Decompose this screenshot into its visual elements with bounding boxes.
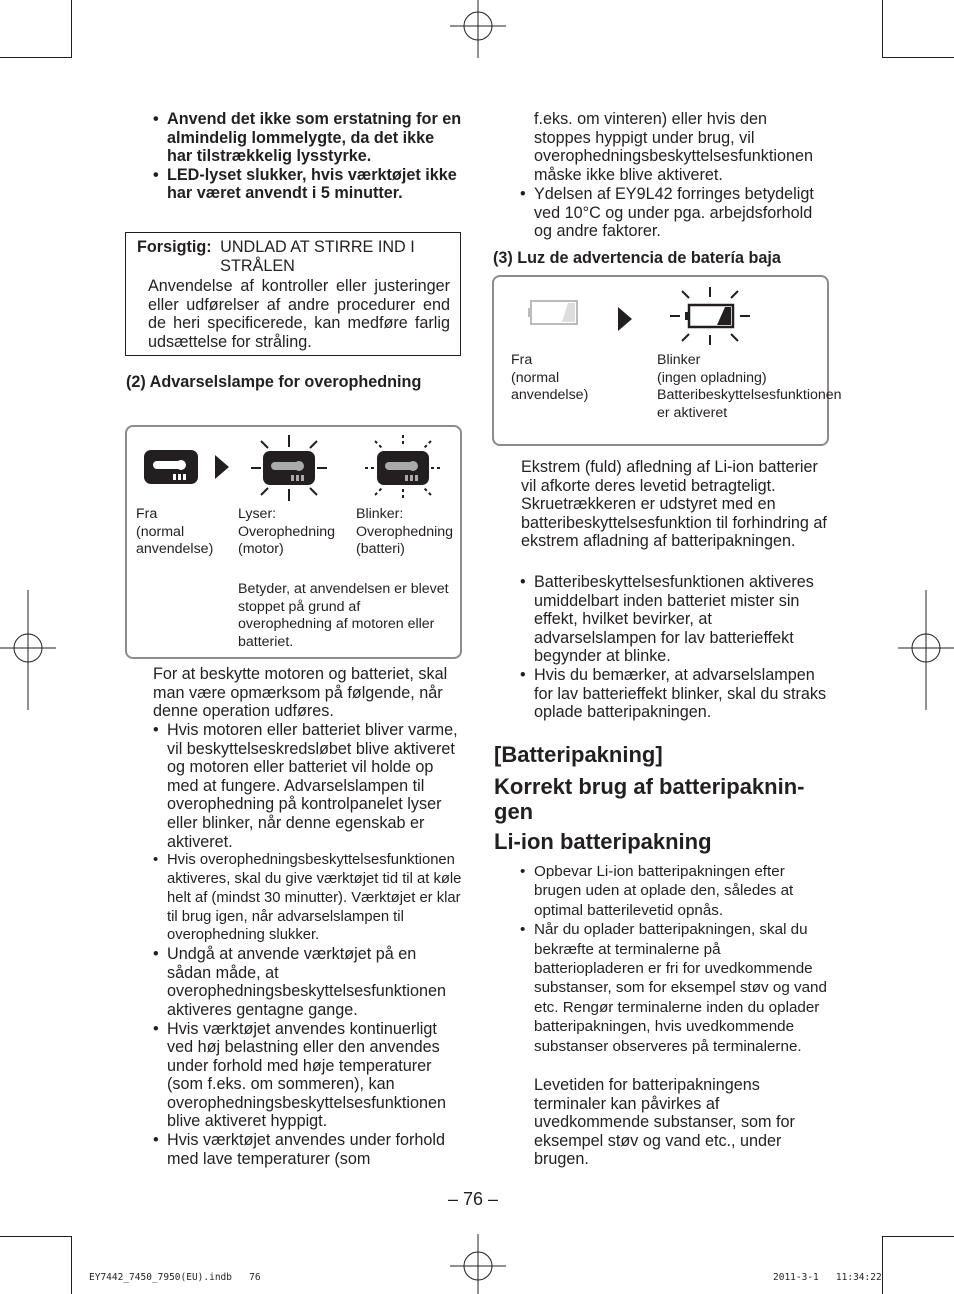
lamp-lit-icon <box>249 433 329 503</box>
list-item: • Hvis værktøjet anvendes kontinuerligt ved høj belastning eller den anvendes under forhold med høje temperaturer (som f.eks. om sommeren), kan overophedningsbeskyttelsesfunktionen blive aktiveret hyppigt. <box>153 1020 463 1132</box>
registration-mark-right <box>894 590 954 710</box>
crop-mark <box>0 1236 72 1237</box>
caution-label: Forsigtig: <box>137 238 212 256</box>
list-item: • Batteribeskyttelsesfunktionen aktiveres umiddelbart inden batteriet mister sin effekt, hvilket bevirker, at advarselslampen for lav batterieffekt begynder at blinke. <box>520 573 828 666</box>
section2-intro: For at beskytte motoren og batteriet, skal man være opmærksom på følgende, når denne operation udføres. <box>153 665 448 721</box>
heading-li-ion: Li-ion batteripakning <box>494 829 712 854</box>
section3-heading: (3) Luz de advertencia de batería baja <box>493 249 781 267</box>
caution-title: UNDLAD AT STIRRE IND I STRÅLEN <box>220 238 415 275</box>
heading-battery-pack: [Batteripakning] <box>494 742 663 767</box>
lamp-blink-icon <box>363 433 443 503</box>
heading-correct-use-2: gen <box>494 799 534 824</box>
list-item: • Anvend det ikke som erstatning for en almindelig lommelygte, da det ikke har tilstrækkelig lysstyrke. <box>153 110 463 166</box>
footer-date: 2011-3-1 11:34:22 <box>773 1272 882 1283</box>
state-meaning: Betyder, at anvendelsen er blevet stoppet på grund af overophedning af motoren eller batteriet. <box>238 581 449 650</box>
performance-bullet <box>520 185 826 241</box>
state-blink-label: Blinker: Overophedning (batteri) <box>356 506 454 558</box>
battery-blink-label: Blinker (ingen opladning) Batteribeskyttelsesfunktionen er aktiveret <box>657 352 842 421</box>
caution-body: Anvendelse af kontroller eller justeringer eller udførelser af andre procedurer end de heri specificerede, kan medføre farlig udsættelse for stråling. <box>148 277 450 351</box>
battery-off-label: Fra (normal anvendelse) <box>511 352 589 404</box>
list-item: • LED-lyset slukker, hvis værktøjet ikke har været anvendt i 5 minutter. <box>153 166 463 203</box>
battery-extra-text: Levetiden for batteripakningens terminaler kan påvirkes af uvedkommende substanser, som for eksempel støv og vand etc., under brugen. <box>534 1076 795 1169</box>
list-item: • Hvis overophedningsbeskyttelsesfunktionen aktiveres, skal du give værktøjet tid til at køle helt af (mindst 30 minutter). Værktøjet er klar til brug igen, når advarselslampen til overophedning slukker. <box>153 851 463 945</box>
list-item: • Opbevar Li-ion batteripakningen efter brugen uden at oplade den, således at optimal batterilevetid opnås. <box>520 862 832 920</box>
caution-box <box>125 232 461 356</box>
overheat-lamp-panel <box>125 425 462 659</box>
lamp-off-icon <box>143 449 199 485</box>
section3-bullets <box>520 573 828 722</box>
state-off-label: Fra (normal anvendelse) <box>136 506 214 558</box>
heading-correct-use-1: Korrekt brug af batteripaknin- <box>494 774 805 799</box>
list-item: • Hvis motoren eller batteriet bliver varme, vil beskyttelseskredsløbet blive aktiveret og motoren eller batteriet vil holde op med at fungere. Advarselslampen til overophedning på kontrolpanelet lyser eller blinker, når denne egenskab er aktiveret. <box>153 721 463 851</box>
registration-mark-left <box>0 590 60 710</box>
crop-mark <box>882 57 954 58</box>
section3-paragraph: Ekstrem (fuld) afledning af Li-ion batterier vil afkorte deres levetid betragteligt. Skruetrækkeren er udstyret med en batteribeskyttelsesfunktion til forhindring af ekstrem afladning af batteripakningen. <box>521 458 827 551</box>
list-item: • Når du oplader batteripakningen, skal du bekræfte at terminalerne på batteriopladeren er fri for uvedkommende substanser, som for eksempel støv og vand etc. Rengør terminalerne inden du oplader batteripakningen, hvis uvedkommende substanser observeres på terminalerne. <box>520 920 832 1056</box>
arrow-right-icon <box>618 307 632 331</box>
crop-mark <box>882 0 883 58</box>
registration-mark-bottom <box>438 1234 518 1294</box>
footer-file: EY7442_7450_7950(EU).indb 76 <box>89 1272 261 1283</box>
crop-mark <box>71 0 72 58</box>
list-item: • Undgå at anvende værktøjet på en sådan måde, at overophedningsbeskyttelsesfunktionen aktiveres gentagne gange. <box>153 945 463 1019</box>
list-item: • Ydelsen af EY9L42 forringes betydeligt ved 10°C og under pga. arbejdsforhold og andre faktorer. <box>520 185 826 241</box>
continuation-text: f.eks. om vinteren) eller hvis den stoppes hyppigt under brug, vil overophedningsbeskyttelsesfunktionen måske ikke blive aktiveret. <box>534 110 813 184</box>
crop-mark <box>0 57 72 58</box>
battery-off-icon <box>528 299 580 327</box>
list-item: • Hvis værktøjet anvendes under forhold med lave temperaturer (som <box>153 1131 463 1168</box>
section2-bullets <box>153 721 463 1168</box>
section2-heading: (2) Advarselslampe for overophedning <box>126 373 422 391</box>
crop-mark <box>882 1236 954 1237</box>
crop-mark <box>71 1236 72 1294</box>
page-number: – 76 – <box>448 1189 499 1209</box>
list-item: • Hvis du bemærker, at advarselslampen for lav batterieffekt blinker, skal du straks oplade batteripakningen. <box>520 666 828 722</box>
low-battery-panel <box>492 275 842 446</box>
registration-mark-top <box>438 0 518 60</box>
led-bullets <box>153 110 463 203</box>
arrow-right-icon <box>215 455 229 479</box>
battery-bullets <box>520 862 832 1056</box>
battery-blink-icon <box>668 285 752 347</box>
crop-mark <box>882 1236 883 1294</box>
state-lit-label: Lyser: Overophedning (motor) <box>238 506 336 558</box>
